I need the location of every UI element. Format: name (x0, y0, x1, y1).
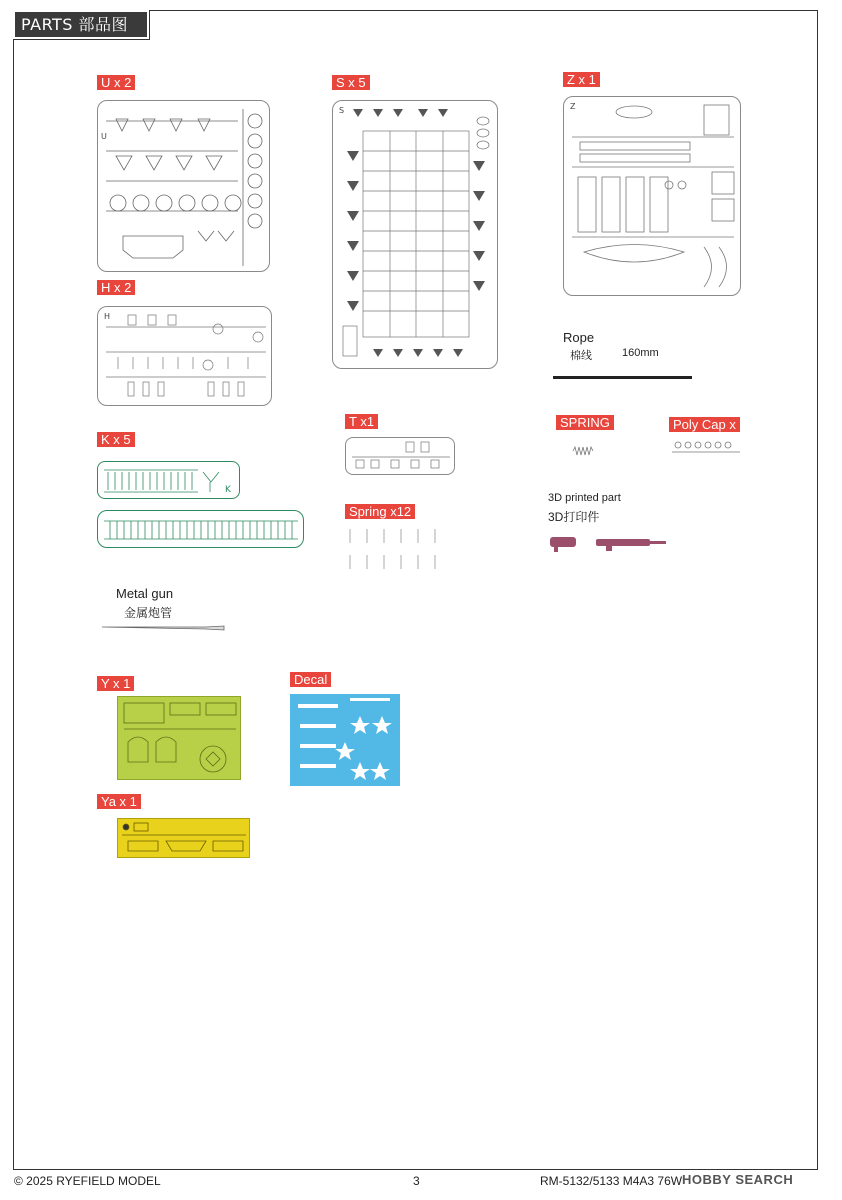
footer-watermark: HOBBY SEARCH (682, 1172, 794, 1187)
sprue-k-large (97, 510, 304, 548)
printed-parts-drawing (546, 533, 670, 553)
sprue-k-small-drawing (98, 462, 240, 499)
sprue-z-letter: Z (570, 102, 576, 111)
photo-etch-y (117, 696, 241, 780)
sprue-s-letter: S (339, 106, 345, 115)
sprue-u-letter: U (101, 132, 107, 141)
sprue-u-drawing (98, 101, 270, 272)
decal-sheet-drawing (290, 694, 400, 786)
footer-model: RM-5132/5133 M4A3 76W (540, 1174, 683, 1188)
decal-sheet (290, 694, 400, 786)
tag-decal: Decal (290, 672, 331, 687)
sprue-t-drawing (346, 438, 455, 475)
header-tab (13, 10, 150, 40)
tag-u: U x 2 (97, 75, 135, 90)
sprue-u (97, 100, 270, 272)
rope-label-cn: 棉线 (570, 350, 592, 362)
sprue-k-small (97, 461, 240, 499)
tag-z: Z x 1 (563, 72, 600, 87)
tag-s: S x 5 (332, 75, 370, 90)
footer-page-number: 3 (413, 1174, 420, 1188)
tag-y: Y x 1 (97, 676, 134, 691)
poly-cap-drawing (670, 438, 742, 458)
sprue-h-letter: H (104, 312, 111, 321)
sprue-z-drawing (564, 97, 741, 296)
tag-t: T x1 (345, 414, 378, 429)
metal-gun-drawing (100, 623, 228, 633)
sprue-h (97, 306, 272, 406)
rope-length: 160mm (622, 347, 659, 359)
photo-etch-ya (117, 818, 250, 858)
tag-h: H x 2 (97, 280, 135, 295)
tag-spring: SPRING (556, 415, 614, 430)
sprue-k-large-drawing (98, 511, 304, 548)
sprue-z (563, 96, 741, 296)
sprue-s-drawing (333, 101, 498, 369)
photo-etch-y-drawing (118, 697, 242, 781)
footer-copyright: © 2025 RYEFIELD MODEL (14, 1174, 161, 1188)
sprue-h-drawing (98, 307, 272, 406)
metal-gun-label-cn: 金属炮管 (124, 606, 173, 620)
tag-poly-cap: Poly Cap x (669, 417, 740, 432)
rope-label: Rope (563, 330, 595, 345)
printed-label-cn: 3D打印件 (548, 510, 600, 524)
printed-label: 3D printed part (548, 492, 621, 504)
metal-gun-label: Metal gun (116, 586, 174, 601)
rope-line (553, 376, 692, 379)
tag-spring-x12: Spring x12 (345, 504, 415, 519)
sprue-t (345, 437, 455, 475)
sprue-s (332, 100, 498, 369)
tag-ya: Ya x 1 (97, 794, 141, 809)
title-en: PARTS (21, 15, 73, 34)
sprue-k-letter: K (225, 485, 231, 495)
page-title (15, 12, 147, 37)
photo-etch-ya-drawing (118, 819, 251, 859)
tag-k: K x 5 (97, 432, 135, 447)
spring-drawing (572, 446, 594, 456)
springs-x12-drawing (345, 527, 455, 573)
title-cn: 部品图 (78, 15, 129, 34)
